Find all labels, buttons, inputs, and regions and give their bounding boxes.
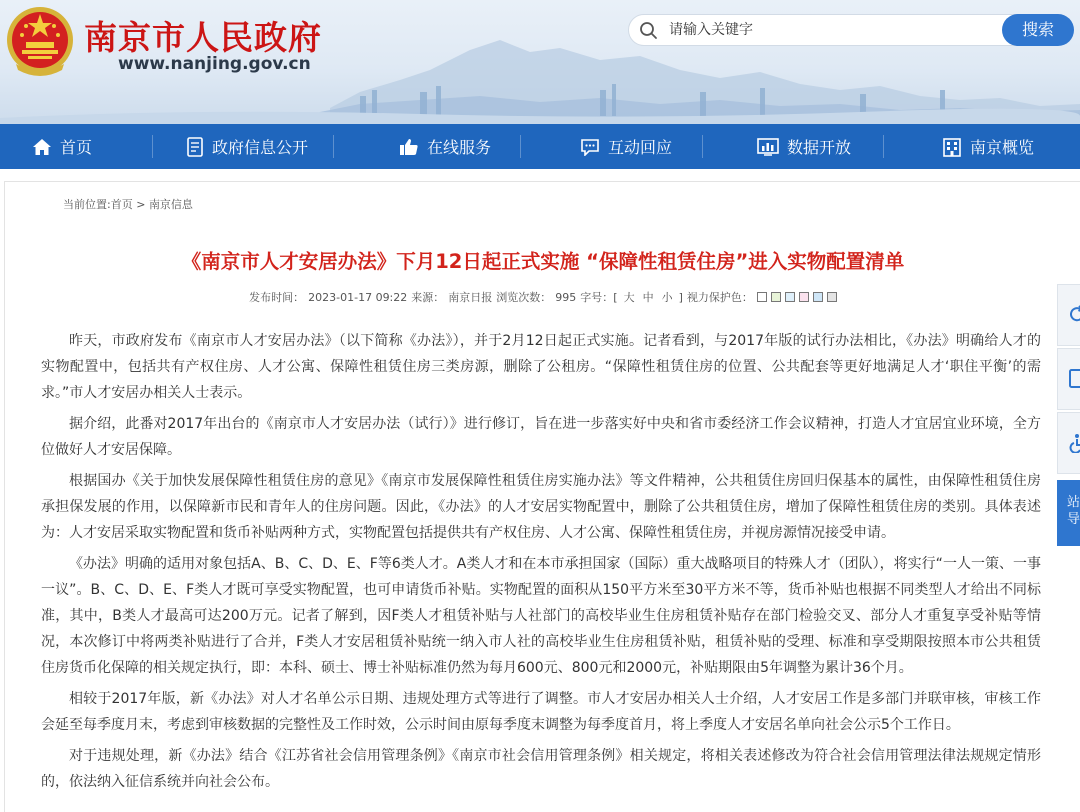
font-size-medium[interactable]: 中 [642,291,654,304]
breadcrumb-home-link[interactable]: 首页 [110,198,133,211]
nav-label: 在线服务 [427,138,492,157]
eye-color-swatch[interactable] [813,292,823,302]
font-size-end: ] [678,290,683,304]
article-paragraph: 相较于2017年版，新《办法》对人才名单公示日期、违规处理方式等进行了调整。市人才安居办相关人士介绍，人才安居工作是多部门并联审核，审核工作会延至每季度月末，考虑到审核数据的完整性及工作时效，公示时间由原每季度末调整为每季度首月，将上季度人才安居名单向社会公示5个工作日。 [41,691,1041,733]
thumbs-up-icon [399,138,419,156]
nav-item-nanjing-overview[interactable] [942,124,1034,169]
nav-label: 首页 [60,138,93,157]
accessibility-icon [1068,433,1080,453]
nav-item-open-data[interactable] [757,124,851,169]
eye-color-swatch[interactable] [785,292,795,302]
font-size-small[interactable]: 小 [661,291,673,304]
eye-color-swatch[interactable] [799,292,809,302]
font-size-large[interactable]: 大 [623,291,635,304]
view-count: 995 [555,290,577,304]
nav-divider [883,135,884,158]
nav-item-interaction[interactable] [580,124,672,169]
nav-divider [520,135,521,158]
chat-icon [580,138,600,156]
article-paragraph: 对于违规处理，新《办法》结合《江苏省社会信用管理条例》《南京市社会信用管理条例》相关规定，将相关表述修改为符合社会信用管理法律法规规定情形的，依法纳入征信系统并向社会公布。 [41,748,1041,790]
search-box[interactable] [628,14,1046,46]
eye-color-swatch[interactable] [771,292,781,302]
nav-item-home[interactable] [32,124,92,169]
breadcrumb-prefix: 当前位置: [63,198,111,211]
site-url: www.nanjing.gov.cn [118,54,311,74]
article-meta [5,289,1080,305]
site-header [0,0,1080,124]
site-title: 南京市人民政府 [84,18,322,57]
publish-time-label: 发布时间： [249,291,305,304]
search-input[interactable] [669,15,989,45]
document-icon [186,137,204,157]
breadcrumb-current-link[interactable]: 南京信息 [148,198,193,211]
article-container [4,181,1080,812]
building-icon [942,137,962,157]
search-button[interactable]: 搜索 [1002,14,1074,46]
font-size-label: 字号：[ [580,291,618,304]
nav-label: 互动回应 [608,138,673,157]
accessibility-button[interactable] [1057,412,1080,474]
floating-toolbar [1057,284,1080,544]
page-icon [1068,369,1080,389]
breadcrumb [63,196,193,212]
article-paragraph: 昨天，市政府发布《南京市人才安居办法》（以下简称《办法》），并于2月12日起正式实施。记者看到，与2017年版的试行办法相比，《办法》明确给人才的实物配置中，包括共有产权住房、人才公寓、保障性租赁住房三类房源，删除了公租房。“保障性租赁住房的位置、公共配套等更好地满足人才‘职住平衡’的需求。”市人才安居办相关人士表示。 [41,333,1041,401]
source-label: 来源： [411,291,445,304]
nav-label: 政府信息公开 [212,138,309,157]
article-title: 《南京市人才安居办法》下月12日起正式实施 “保障性租赁住房”进入实物配置清单 [181,250,905,273]
nav-divider [152,135,153,158]
nav-divider [333,135,334,158]
main-nav [0,124,1080,169]
refresh-button[interactable] [1057,284,1080,346]
article-body [41,328,1041,800]
publish-time: 2023-01-17 09:22 [308,290,408,304]
article-paragraph: 根据国办《关于加快发展保障性租赁住房的意见》《南京市发展保障性租赁住房实施办法》等文件精神，公共租赁住房回归保基本的属性，由保障性租赁住房承担保发展的作用，以保障新市民和青年人的住房问题。因此，《办法》的人才安居实物配置中，删除了公共租赁住房，增加了保障性租赁住房的类别。具体表述为：人才安居采取实物配置和货币补贴两种方式，实物配置包括提供共有产权住房、人才公寓、保障性租赁住房，并视房源情况接受申请。 [41,473,1041,541]
views-label: 浏览次数： [496,291,552,304]
eye-protection-label: 视力保护色： [686,291,753,304]
home-icon [32,138,52,156]
nav-label: 数据开放 [787,138,852,157]
search-icon [639,21,659,41]
breadcrumb-separator: > [136,198,146,211]
page-button[interactable] [1057,348,1080,410]
nav-label: 南京概览 [970,138,1035,157]
nav-divider [702,135,703,158]
article-paragraph: 据介绍，此番对2017年出台的《南京市人才安居办法（试行）》进行修订，旨在进一步落实好中央和省市委经济工作会议精神，打造人才宜居宜业环境，全方位做好人才安居保障。 [41,416,1041,458]
eye-color-swatch[interactable] [827,292,837,302]
source: 南京日报 [448,291,493,304]
chart-icon [757,138,779,156]
nav-item-gov-info[interactable] [186,124,308,169]
site-navigation-tab[interactable]: 站导 [1057,480,1080,546]
eye-color-swatch[interactable] [757,292,767,302]
article-paragraph: 《办法》明确的适用对象包括A、B、C、D、E、F等6类人才。A类人才和在本市承担国家（国际）重大战略项目的特殊人才（团队），将实行“一人一策、一事一议”。B、C、D、E、F类人才既可享受实物配置，也可申请货币补贴。实物配置的面积从150平方米至30平方米不等，货币补贴也根据不同类型人才给出不同标准，其中，B类人才最高可达200万元。记者了解到，因F类人才租赁补贴与人社部门的高校毕业生住房租赁补贴存在部门检验交叉、部分人才重复享受补贴等情况，本次修订中将两类补贴进行了合并，F类人才安居租赁补贴统一纳入市人社的高校毕业生住房租赁补贴，租赁补贴的受理、标准和享受期限按照本市公共租赁住房货币化保障的相关规定执行，即：本科、硕士、博士补贴标准仍然为每月600元、800元和2000元，补贴期限由5年调整为累计36个月。 [41,556,1042,676]
national-emblem-logo [4,4,76,78]
refresh-icon [1068,305,1080,323]
nav-item-online-service[interactable] [399,124,491,169]
